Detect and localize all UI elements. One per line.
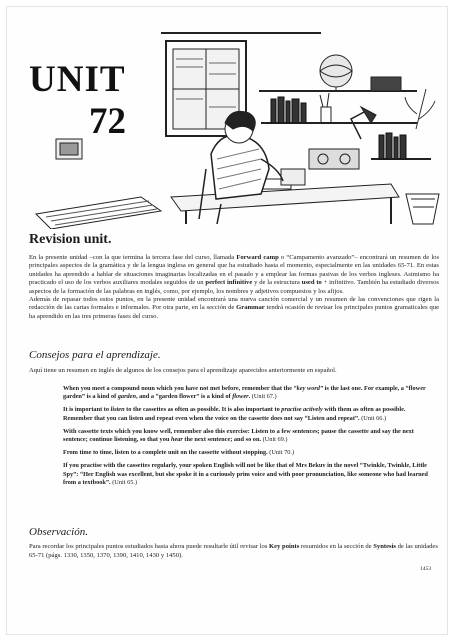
tip-item: If you practise with the cassettes regularly, your spoken English will not be like that of Mrs Bekuv in the novel “Twinkle, Twinkle, Little Spy”: “Her English was excellent, but she spoke it in a curiously prim voice and with poor pronunciation, like someone who had learned from a textbook”. (Unit 65.) [63, 462, 428, 486]
intro-text [29, 254, 439, 321]
tip-item: With cassette texts which you know well, remember also this exercise: Listen to a few sentences; pause the cassette and say the next sentence; continue listening, so that you hear the next sentence; and so on. (Unit 69.) [63, 427, 414, 444]
student-at-desk-illustration [21, 19, 441, 229]
unit-title: UNIT [29, 59, 126, 100]
intro-paragraph-2: Además de repasar todos estos puntos, en la presente unidad encontrará una nueva canción comercial y un resumen de las convenciones que rigen la redacción de las cartas formales e informales. Por otra parte, en la sección de Grammar tendrá ocasión de revisar los principales puntos gramaticales que ha aprendido en las tres primeras fases del curso. [29, 296, 439, 320]
section-title-revision: Revision unit. [29, 232, 112, 247]
tip-item: From time to time, listen to a complete unit on the cassette without stopping. (Unit 70.) [63, 449, 295, 457]
intro-paragraph-1: En la presente unidad –con la que termina la tercera fase del curso, llamada Forward camp o “Campamento avanzado”– encontrará un resumen de los principales aspectos de la gramática y de la lengua inglesa en general que ha estudiado hasta el momento, especialmente en las unidades 65-71. En estas unidades ha aprendido a hablar de situaciones imaginarias localizadas en el pasado y a emplear las formas pasivas de los verbos ingleses. Asimismo ha practicado el uso de los verbos auxiliares modales seguidos de un perfect infinitive y de la estructura used to + infinitivo. También ha estudiado diversos aspectos de la formación de las palabras en inglés, como, por ejemplo, los nombres y adjetivos compuestos y los afijos. [29, 254, 440, 295]
section-title-observacion: Observación. [29, 526, 88, 538]
section-title-consejos: Consejos para el aprendizaje. [29, 349, 161, 361]
tip-item: It is important to listen to the cassettes as often as possible. It is also important to practise actively with them as often as possible. Remember that you can listen and repeat even when the voice on the cassette does not say “Listen and repeat”. (Unit 66.) [63, 406, 406, 422]
consejos-intro: Aquí tiene un resumen en inglés de algunos de los consejos para el aprendizaje aparecidos anteriormente en español. [29, 367, 337, 374]
page-number: 1453 [420, 566, 431, 572]
unit-number: 72 [89, 101, 126, 142]
observacion-text: Para recordar los principales puntos estudiados hasta ahora puede resultarle útil revisar los Key points resumidos en la sección de Syntesis de las unidades 65-71 (págs. 1330, 1350, 1370, 1390, 1410, 1430 y 1450). [29, 543, 438, 559]
document-page [6, 6, 448, 635]
tips-list [63, 385, 433, 492]
tip-item: When you meet a compound noun which you have not met before, remember that the “key word” is the last one. For example, a “flower garden” is a kind of garden, and a “garden flower” is a kind of flower. (Unit 67.) [63, 385, 426, 401]
